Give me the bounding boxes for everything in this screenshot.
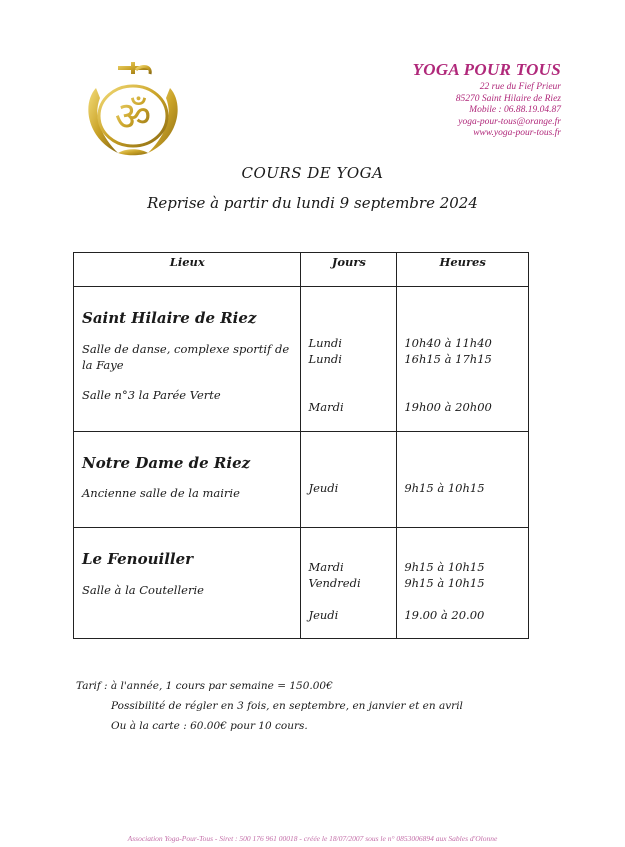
website-address: www.yoga-pour-tous.fr xyxy=(473,128,561,138)
organization-header xyxy=(413,60,561,140)
footer-legal: Association Yoga-Pour-Tous - Siret : 500 176 961 00018 - créée le 18/07/2007 sous le n° 0853006894 aux Sables d'Olonne xyxy=(127,834,498,843)
heures-cell xyxy=(397,528,529,639)
place-name: Saint Hilaire de Riez xyxy=(82,309,257,327)
lieu-cell xyxy=(74,287,301,432)
time: 19.00 à 20.00 xyxy=(404,608,485,622)
schedule-table xyxy=(73,252,529,639)
page-subtitle: Reprise à partir du lundi 9 septembre 2024 xyxy=(147,194,478,212)
day: Mardi xyxy=(308,560,344,574)
time: 16h15 à 17h15 xyxy=(404,352,492,366)
tariff-line: Tarif : à l'année, 1 cours par semaine = 150.00€ xyxy=(76,680,333,692)
table-row xyxy=(74,528,529,639)
header-jours: Jours xyxy=(301,253,397,287)
header-lieux: Lieux xyxy=(74,253,301,287)
venue-name: Ancienne salle de la mairie xyxy=(82,486,240,500)
day: Lundi xyxy=(308,336,342,350)
heures-cell xyxy=(397,287,529,432)
email-address: yoga-pour-tous@orange.fr xyxy=(458,116,561,127)
org-name: YOGA POUR TOUS xyxy=(412,60,561,79)
time: 9h15 à 10h15 xyxy=(404,560,485,574)
venue-name: Salle de danse, complexe sportif de la Faye xyxy=(82,342,290,372)
venue-name: Salle n°3 la Parée Verte xyxy=(82,388,221,402)
day: Jeudi xyxy=(308,481,339,495)
lieu-cell xyxy=(74,528,301,639)
time: 10h40 à 11h40 xyxy=(404,336,492,350)
jours-cell xyxy=(301,287,397,432)
table-row xyxy=(74,432,529,528)
time: 19h00 à 20h00 xyxy=(404,400,492,414)
tariff-line: Possibilité de régler en 3 fois, en septembre, en janvier et en avril xyxy=(111,700,463,712)
day: Vendredi xyxy=(308,576,361,590)
jours-cell xyxy=(301,432,397,528)
address-line-2: 85270 Saint Hilaire de Riez xyxy=(455,93,561,104)
header-heures: Heures xyxy=(397,253,529,287)
page-title: COURS DE YOGA xyxy=(241,164,384,182)
table-row xyxy=(74,287,529,432)
tariff-section xyxy=(76,680,463,740)
tariff-line: Ou à la carte : 60.00€ pour 10 cours. xyxy=(111,720,308,732)
address-line-1: 22 rue du Fief Prieur xyxy=(479,82,561,92)
lieu-cell xyxy=(74,432,301,528)
place-name: Le Fenouiller xyxy=(82,550,194,568)
day: Lundi xyxy=(308,352,342,366)
time: 9h15 à 10h15 xyxy=(404,576,485,590)
heures-cell xyxy=(397,432,529,528)
place-name: Notre Dame de Riez xyxy=(82,454,251,472)
table-header-row xyxy=(74,253,529,287)
svg-text:ॐ: ॐ xyxy=(114,94,152,140)
day: Mardi xyxy=(308,400,344,414)
time: 9h15 à 10h15 xyxy=(404,481,485,495)
venue-name: Salle à la Coutellerie xyxy=(82,583,204,597)
day: Jeudi xyxy=(308,608,339,622)
mobile-number: Mobile : 06.88.19.04.87 xyxy=(469,105,561,115)
om-logo-icon xyxy=(78,58,188,158)
jours-cell xyxy=(301,528,397,639)
